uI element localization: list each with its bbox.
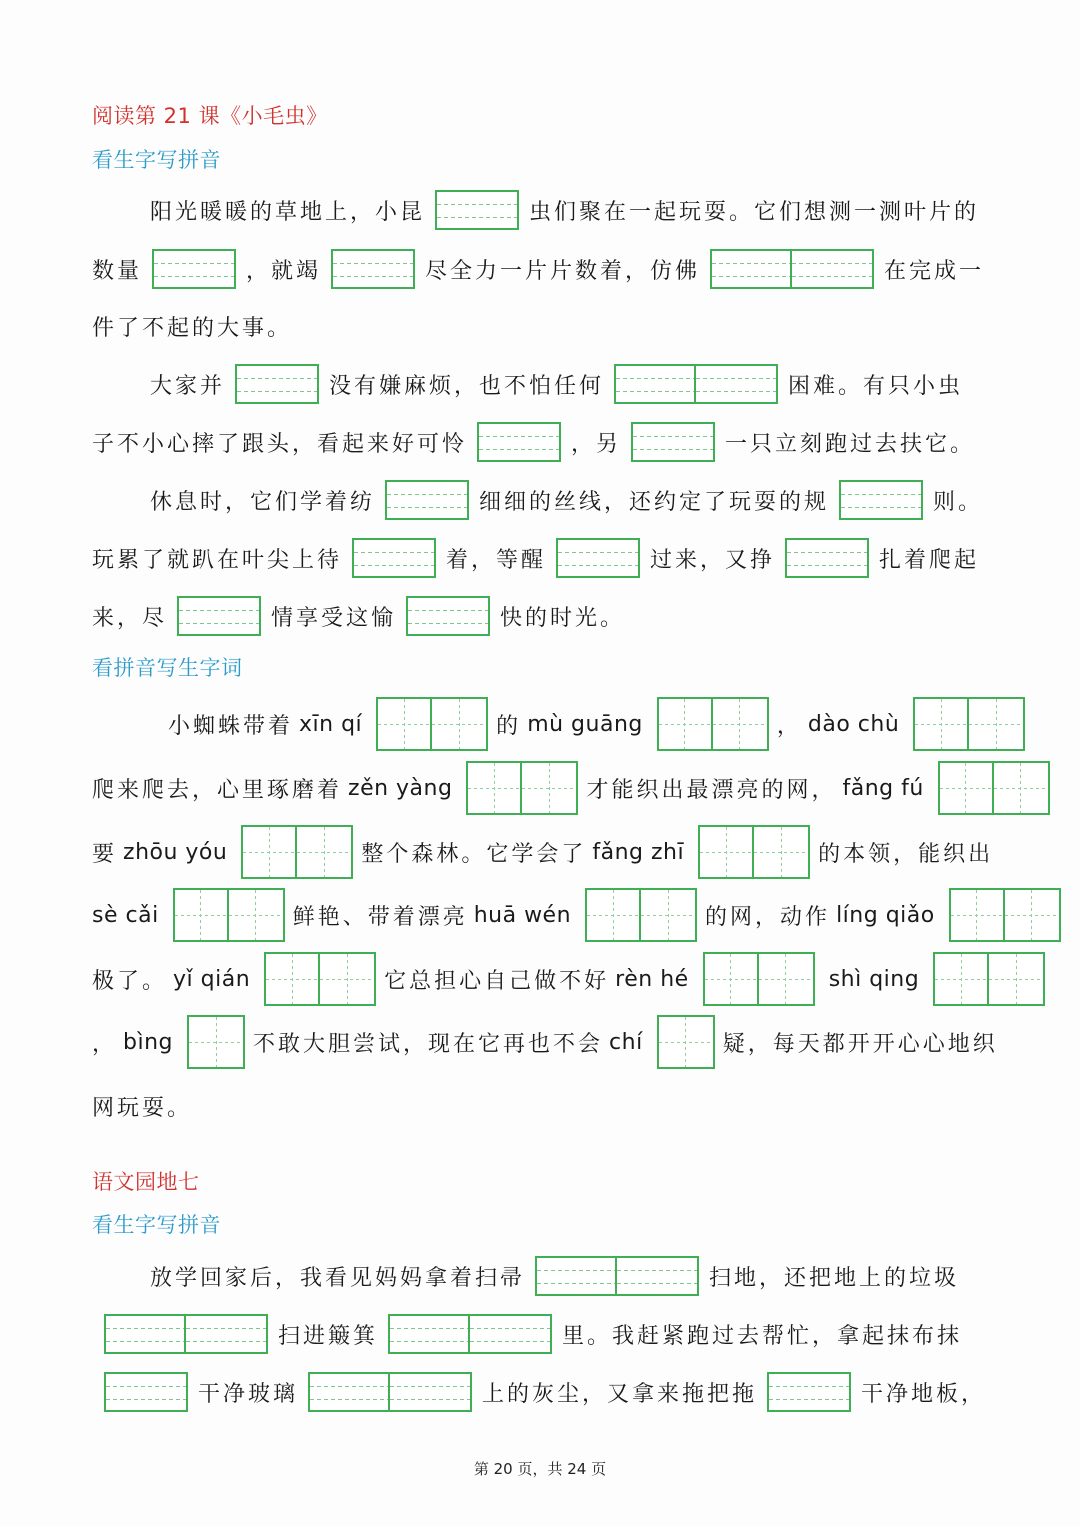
passage-text: 大家并	[150, 373, 226, 399]
passage-text: 整个森林。它学会了	[361, 841, 587, 867]
character-answer-box[interactable]	[933, 952, 1045, 1006]
character-answer-box[interactable]	[657, 697, 769, 751]
passage-text: ，就竭	[246, 258, 322, 284]
section-title: 语文园地七	[92, 1170, 200, 1194]
passage-text: 的本领，能织出	[818, 841, 994, 867]
pinyin-answer-box[interactable]	[710, 249, 874, 289]
passage-line	[92, 356, 992, 412]
passage-text: 爬来爬去，心里琢磨着	[92, 777, 343, 803]
passage-text: 放学回家后，我看见妈妈拿着扫帚	[150, 1265, 526, 1291]
passage-text: 细细的丝线，还约定了玩耍的规	[479, 489, 830, 515]
passage-text: 上的灰尘，又拿来拖把拖	[482, 1381, 758, 1407]
passage-text: 困难。有只小虫	[788, 373, 964, 399]
pinyin-prompt: líng qiǎo	[836, 902, 935, 928]
passage-line	[92, 696, 992, 752]
passage-text: ，另	[571, 431, 622, 457]
pinyin-answer-box[interactable]	[152, 249, 236, 289]
passage-text: 来，尽	[92, 605, 168, 631]
pinyin-answer-box[interactable]	[839, 480, 923, 520]
character-answer-box[interactable]	[938, 761, 1050, 815]
passage-line	[92, 760, 992, 816]
pinyin-answer-box[interactable]	[614, 364, 778, 404]
pinyin-answer-box[interactable]	[535, 1256, 699, 1296]
character-answer-box[interactable]	[585, 888, 697, 942]
passage-text: 网玩耍。	[92, 1095, 193, 1121]
passage-text: 扎着爬起	[879, 547, 980, 573]
pinyin-prompt: dào chù	[807, 711, 900, 737]
passage-text: 的网，动作	[705, 904, 831, 930]
passage-text: 快的时光。	[500, 605, 626, 631]
character-answer-box[interactable]	[173, 888, 285, 942]
character-answer-box[interactable]	[703, 952, 815, 1006]
passage-text: 数量	[92, 258, 143, 284]
pinyin-prompt: mù guāng	[527, 711, 643, 737]
passage-text: 疑，每天都开开心心地织	[722, 1031, 998, 1057]
pinyin-answer-box[interactable]	[308, 1372, 472, 1412]
passage-text: 在完成一	[884, 258, 985, 284]
passage-text: 干净地板，	[861, 1381, 987, 1407]
passage-text: 件了不起的大事。	[92, 315, 293, 341]
passage-text: 的	[496, 713, 522, 739]
character-answer-box[interactable]	[241, 825, 353, 879]
pinyin-answer-box[interactable]	[352, 538, 436, 578]
pinyin-prompt: rèn hé	[615, 966, 689, 992]
passage-text: 尽全力一片片数着，仿佛	[425, 258, 701, 284]
passage-text: 它总担心自己做不好	[384, 968, 610, 994]
character-answer-box[interactable]	[376, 697, 488, 751]
passage-line	[104, 1306, 1004, 1362]
pinyin-answer-box[interactable]	[406, 596, 490, 636]
passage-line	[92, 414, 992, 470]
passage-text: 鲜艳、带着漂亮	[292, 904, 468, 930]
pinyin-answer-box[interactable]	[177, 596, 261, 636]
pinyin-prompt: bìng	[123, 1029, 174, 1055]
pinyin-prompt: yǐ qián	[173, 966, 251, 992]
exercise-heading-write-pinyin: 看生字写拼音	[92, 148, 221, 172]
passage-text: 才能织出最漂亮的网，	[586, 777, 837, 803]
passage-text: 极了。	[92, 968, 168, 994]
character-answer-box[interactable]	[698, 825, 810, 879]
pinyin-answer-box[interactable]	[435, 190, 519, 230]
passage-text: 里。我赶紧跑过去帮忙，拿起抹布抹	[562, 1323, 963, 1349]
passage-line	[92, 1078, 992, 1134]
passage-text: 情享受这愉	[271, 605, 397, 631]
pinyin-prompt: zěn yàng	[348, 775, 453, 801]
pinyin-answer-box[interactable]	[477, 422, 561, 462]
passage-line	[92, 588, 992, 644]
passage-line	[92, 1014, 998, 1070]
pinyin-prompt: zhōu yóu	[123, 839, 228, 865]
character-answer-box[interactable]	[264, 952, 376, 1006]
passage-line	[92, 824, 992, 880]
pinyin-answer-box[interactable]	[385, 480, 469, 520]
pinyin-prompt: shì qing	[828, 966, 920, 992]
exercise-heading-write-pinyin: 看生字写拼音	[92, 1213, 221, 1237]
passage-text: 一只立刻跑过去扶它。	[725, 431, 976, 457]
pinyin-prompt: xīn qí	[299, 711, 363, 737]
passage-text: 过来，又挣	[650, 547, 776, 573]
exercise-heading-write-characters: 看拼音写生字词	[92, 656, 243, 680]
character-answer-box[interactable]	[187, 1015, 245, 1069]
character-answer-box[interactable]	[949, 888, 1061, 942]
passage-text: 不敢大胆尝试，现在它再也不会	[253, 1031, 604, 1057]
lesson-title: 阅读第 21 课《小毛虫》	[92, 104, 328, 128]
passage-text: 则。	[933, 489, 984, 515]
passage-text: 没有嫌麻烦，也不怕任何	[329, 373, 605, 399]
passage-text: 干净玻璃	[198, 1381, 299, 1407]
passage-text: ，	[92, 1031, 118, 1057]
pinyin-prompt: chí	[609, 1029, 643, 1055]
passage-line	[92, 1248, 992, 1304]
pinyin-prompt: fǎng zhī	[592, 839, 685, 865]
passage-text: 虫们聚在一起玩耍。它们想测一测叶片的	[529, 199, 980, 225]
pinyin-prompt: sè cǎi	[92, 902, 159, 928]
character-answer-box[interactable]	[466, 761, 578, 815]
pinyin-answer-box[interactable]	[331, 249, 415, 289]
character-answer-box[interactable]	[913, 697, 1025, 751]
passage-text: 阳光暖暖的草地上，小昆	[150, 199, 426, 225]
passage-line	[92, 887, 992, 943]
pinyin-answer-box[interactable]	[388, 1314, 552, 1354]
pinyin-answer-box[interactable]	[767, 1372, 851, 1412]
pinyin-answer-box[interactable]	[785, 538, 869, 578]
passage-text: 休息时，它们学着纺	[150, 489, 376, 515]
pinyin-answer-box[interactable]	[556, 538, 640, 578]
passage-line	[92, 182, 992, 238]
passage-text: 扫进簸箕	[278, 1323, 379, 1349]
character-answer-box[interactable]	[657, 1015, 715, 1069]
pinyin-answer-box[interactable]	[235, 364, 319, 404]
passage-line	[92, 298, 992, 354]
passage-line	[92, 241, 992, 297]
page-number: 第 20 页，共 24 页	[473, 1460, 607, 1478]
pinyin-prompt: huā wén	[473, 902, 572, 928]
passage-text: ，	[776, 713, 802, 739]
passage-text: 小蜘蛛带着	[168, 713, 294, 739]
passage-text: 扫地，还把地上的垃圾	[709, 1265, 960, 1291]
pinyin-prompt: fǎng fú	[842, 775, 924, 801]
pinyin-answer-box[interactable]	[104, 1372, 188, 1412]
passage-line	[104, 1364, 1004, 1420]
passage-line	[92, 951, 992, 1007]
passage-line	[92, 472, 992, 528]
passage-line	[92, 530, 992, 586]
passage-text: 要	[92, 841, 118, 867]
pinyin-answer-box[interactable]	[104, 1314, 268, 1354]
passage-text: 着，等醒	[446, 547, 547, 573]
passage-text: 玩累了就趴在叶尖上待	[92, 547, 343, 573]
passage-text: 子不小心摔了跟头，看起来好可怜	[92, 431, 468, 457]
pinyin-answer-box[interactable]	[631, 422, 715, 462]
